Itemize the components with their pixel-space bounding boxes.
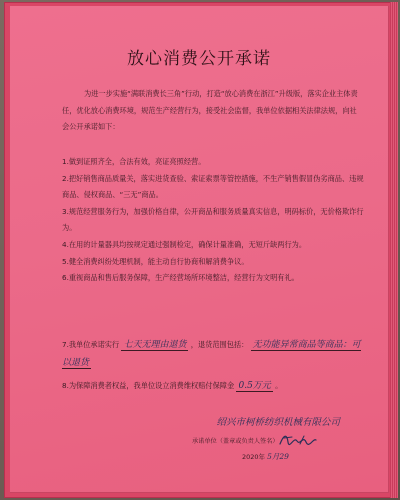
commitment-list	[62, 154, 366, 287]
item7-middle: ，退货范围包括：	[190, 340, 249, 349]
commitment-item-8	[62, 378, 366, 391]
commitment-item-4: 4.在用的计量器具均按规定通过强制检定，确保计量准确，无短斤缺两行为。	[62, 239, 307, 249]
document-title: 放心消费公开承诺	[127, 49, 271, 69]
sign-label: 承诺单位（盖章或负责人签名）	[192, 438, 279, 445]
date-prefix: 2020年	[242, 453, 266, 461]
commitment-item-3: 3.规范经营服务行为，加强价格自律，公开商品和服务质量真实信息，明码标价，无价格欺诈行为。	[62, 206, 364, 233]
commitment-sheet	[10, 6, 389, 493]
commitment-item-1: 1.做到证照齐全，合法有效，亮证亮照经营。	[62, 157, 206, 166]
item7-handwritten-days: 七天无理由退货	[123, 340, 187, 350]
date-handwritten: 5月29	[267, 452, 289, 461]
commitment-item-7	[62, 336, 366, 372]
item7-handwritten-scope: 无功能异常商品等商品：可以退货	[62, 340, 361, 368]
company-name-handwritten: 绍兴市柯桥纺织机械有限公司	[216, 417, 340, 428]
paper-stack-edge	[390, 2, 398, 498]
commitment-item-2: 2.把好销售商品质量关，落实进货查验、索证索票等管控措施，不生产销售假冒伪劣商品、违规商品、侵权商品、“三无”商品。	[62, 173, 364, 200]
commitment-item-5: 5.健全消费纠纷处理机制，能主动自行协商和解消费争议。	[62, 256, 249, 266]
commitment-item-6: 6.重视商品和售后服务保障，生产经营场所环境整洁，经营行为文明有礼。	[62, 273, 299, 283]
intro-paragraph: 为进一步实施“满联消费长三角”行动，打造“放心消费在浙江”升级版，落实企业主体责任，优化放心消费环境，规范生产经营行为，接受社会监督，我单位依据相关法律法规，向社会公开承诺如下：	[62, 89, 358, 132]
handwritten-signature	[278, 432, 318, 448]
item7-prefix: 7.我单位承诺实行	[62, 340, 120, 349]
item8-prefix: 8.为保障消费者权益，我单位设立消费维权赔付保障金	[62, 381, 235, 390]
item8-handwritten-amount: 0.5万元	[238, 381, 271, 391]
item8-suffix: 。	[275, 381, 283, 390]
date-row	[242, 451, 289, 462]
